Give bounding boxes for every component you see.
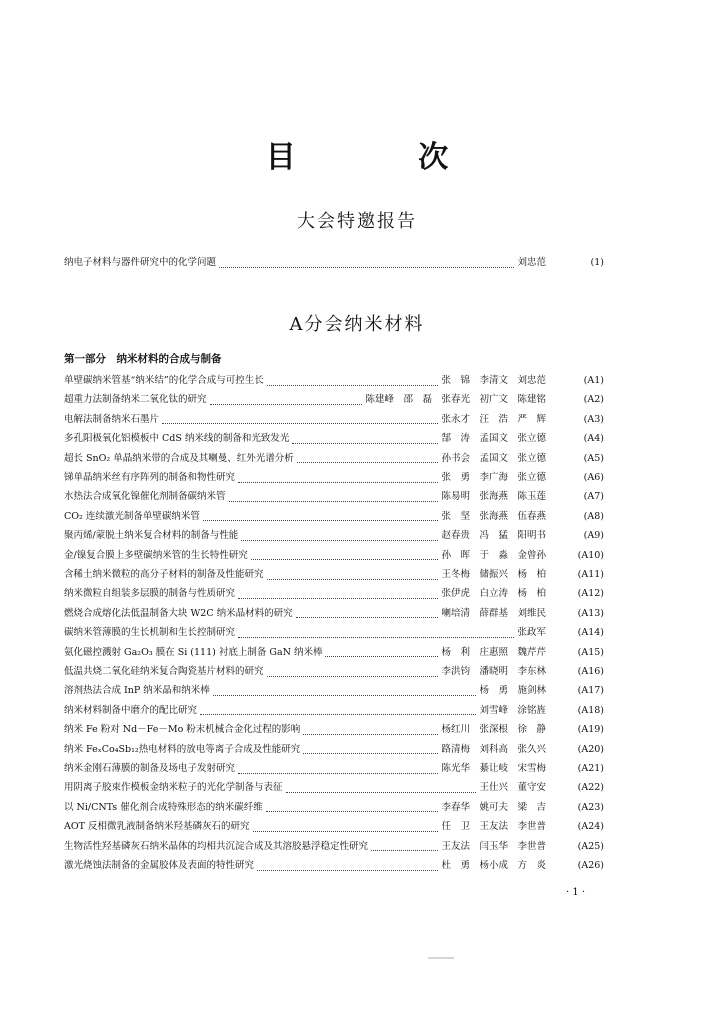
toc-entry-title: AOT 反相微乳液制备纳米羟基磷灰石的研究 [64, 821, 250, 833]
dot-leader [267, 668, 439, 677]
toc-entry-page: (A14) [577, 627, 604, 639]
toc-entry-title: 单壁碳纳米管基“纳米结”的化学合成与可控生长 [64, 375, 264, 386]
toc-entry-authors: 李洪钧 潘晓明 李东林 [441, 666, 546, 677]
toc-entry-page: (A21) [577, 763, 604, 774]
toc-entry [64, 702, 604, 720]
toc-entry-title: 氨化磁控溅射 Ga₂O₃ 膜在 Si (111) 衬底上制备 GaN 纳米棒 [64, 646, 323, 658]
toc-entry-title: 纳米 Fe 粉对 Nd－Fe－Mo 粉末机械合金化过程的影响 [64, 724, 301, 736]
toc-entry-title: 含稀土纳米微粒的高分子材料的制备及性能研究 [64, 569, 264, 580]
page-title: 目 次 [265, 140, 505, 175]
toc-entry-authors: 王仕兴 董守安 [479, 782, 546, 794]
toc-entry-authors: 陈光华 綦让岐 宋雪梅 [441, 763, 546, 774]
toc-entry-page: (A7) [583, 491, 604, 503]
toc-entry-page: (A17) [577, 685, 604, 697]
toc-entry-title: 燃烧合成熔化法低温制备大块 W2C 纳米晶材料的研究 [64, 607, 293, 619]
page-number: · 1 · [566, 887, 586, 898]
toc-entry-title: 超长 SnO₂ 单晶纳米带的合成及其喇曼、红外光谱分析 [64, 452, 294, 464]
toc-entry-page: (A20) [577, 743, 604, 755]
toc-entry-authors: 刘雪峰 涂铭旌 [479, 704, 546, 716]
toc-entry [64, 488, 604, 506]
toc-entry-title: 多孔阳极氧化铝模板中 CdS 纳米线的制备和光致发光 [64, 433, 290, 445]
toc-entry [64, 391, 604, 409]
dot-leader [251, 551, 439, 560]
toc-entry-authors: 王友法 闫玉华 李世普 [441, 840, 546, 852]
toc-entry-page: (A6) [583, 472, 604, 483]
toc-entry-title: 锑单晶纳米丝有序阵列的制备和物性研究 [64, 472, 236, 483]
toc-entry [64, 372, 604, 390]
toc-entry-authors: 任 卫 王友法 李世普 [441, 821, 546, 833]
toc-entry-authors: 杨 利 庄惠照 魏芹芹 [441, 646, 546, 658]
toc-entry-page: (A1) [583, 375, 604, 386]
dot-leader [219, 259, 514, 268]
toc-entry-authors: 孙 晖 于 淼 金曾孙 [441, 549, 546, 561]
toc-entry [64, 779, 604, 797]
toc-entry [64, 469, 604, 487]
toc-entry [64, 838, 604, 856]
dot-leader [371, 842, 438, 851]
dot-leader [297, 454, 439, 463]
dot-leader [257, 862, 438, 871]
toc-entry-page: (A19) [577, 724, 604, 736]
toc-entry-page: (A5) [583, 452, 604, 464]
dot-leader [267, 377, 439, 386]
toc-entry-authors: 路清梅 刘科高 张久兴 [441, 743, 546, 755]
toc-entry [64, 508, 604, 526]
toc-entry-title: 低温共烧二氧化硅纳米复合陶瓷基片材料的研究 [64, 666, 264, 677]
toc-entry-page: (A9) [583, 530, 604, 542]
toc-entry-title: 水热法合成氧化镍催化剂制备碳纳米管 [64, 491, 226, 503]
toc-entry-page: (A4) [583, 433, 604, 445]
part-heading: 第一部分 纳米材料的合成与制备 [64, 353, 222, 365]
toc-entry [64, 682, 604, 700]
toc-entry-page: (A25) [577, 840, 604, 852]
toc-entry-authors: 张 坚 张海燕 伍春燕 [441, 510, 546, 522]
dot-leader [238, 474, 438, 483]
dot-leader [238, 765, 438, 774]
dot-leader [241, 532, 438, 541]
toc-entry-title: 聚丙烯/蒙脱土纳米复合材料的制备与性能 [64, 530, 239, 542]
toc-entry-authors: 杨 勇 施剑林 [479, 685, 546, 697]
toc-entry-title: 纳米微粒自组装多层膜的制备与性质研究 [64, 588, 236, 600]
toc-entry-authors: 张伊虎 白立涛 杨 柏 [441, 588, 546, 600]
toc-entry-page: (A26) [577, 860, 604, 871]
toc-entry-authors: 刘忠范 [517, 257, 546, 268]
toc-entry-authors: 陈建峰 邵 磊 张春光 初广文 陈建铭 [365, 394, 546, 406]
toc-entry [64, 430, 604, 448]
dot-leader [292, 435, 438, 444]
toc-entry-page: (A16) [577, 666, 604, 677]
toc-entry-authors: 张永才 汪 浩 严 辉 [441, 413, 546, 425]
dot-leader [303, 745, 438, 754]
dot-leader [210, 396, 363, 405]
toc-entry-title: 超重力法制备纳米二氧化钛的研究 [64, 394, 207, 406]
toc-entry-page: (A23) [577, 801, 604, 813]
toc-entry [64, 450, 604, 468]
special-reports-heading: 大会特邀报告 [297, 211, 417, 232]
toc-entry [64, 741, 604, 759]
dot-leader [238, 590, 438, 599]
toc-entry-title: 金/镍复合膜上多壁碳纳米管的生长特性研究 [64, 549, 248, 561]
toc-entry-title: 碳纳米管薄膜的生长机制和生长控制研究 [64, 627, 236, 639]
scan-smudge [428, 957, 454, 959]
dot-leader [303, 726, 438, 735]
toc-entry-authors: 孙书会 孟国文 张立德 [441, 452, 546, 464]
toc-entry-page: (A15) [577, 646, 604, 658]
toc-entry-page: (A2) [583, 394, 604, 406]
toc-entry-authors: 张 锦 李清文 刘忠范 [441, 375, 546, 386]
toc-entry [64, 547, 604, 565]
toc-entry-page: (A11) [577, 569, 604, 580]
toc-entry-title: 纳电子材料与器件研究中的化学问题 [64, 257, 217, 268]
toc-entry-authors: 杜 勇 杨小成 方 炎 [441, 860, 546, 871]
toc-entry [64, 760, 604, 778]
toc-entry-page: (A18) [577, 704, 604, 716]
dot-leader [200, 706, 476, 715]
toc-entry-title: 激光烧蚀法制备的金属胶体及表面的特性研究 [64, 860, 255, 871]
toc-entry-authors: 杨红川 张深根 徐 静 [441, 724, 546, 736]
toc-entry-page: (A10) [577, 549, 604, 561]
dot-leader [286, 784, 477, 793]
toc-entry [64, 721, 604, 739]
dot-leader [267, 571, 439, 580]
toc-entry [64, 799, 604, 817]
dot-leader [238, 629, 514, 638]
toc-entry-authors: 张政军 [517, 627, 546, 639]
dot-leader [213, 687, 477, 696]
toc-entry-page: (A3) [583, 413, 604, 425]
toc-entry-authors: 陈易明 张海燕 陈玉莲 [441, 491, 546, 503]
dot-leader [253, 823, 439, 832]
toc-entry [64, 644, 604, 662]
toc-entry [64, 254, 604, 272]
dot-leader [203, 512, 439, 521]
toc-entry [64, 605, 604, 623]
toc-entry-authors: 张 勇 李广海 张立德 [441, 472, 546, 483]
toc-entry [64, 663, 604, 681]
toc-entry [64, 818, 604, 836]
dot-leader [266, 803, 439, 812]
toc-entry-authors: 李春华 姚可夫 梁 吉 [441, 801, 546, 813]
toc-entry-page: (A13) [577, 607, 604, 619]
toc-entry-title: 纳米材料制备中磨介的配比研究 [64, 704, 198, 716]
dot-leader [162, 415, 438, 424]
toc-entry-page: (A22) [577, 782, 604, 794]
toc-entry-page: (A12) [577, 588, 604, 600]
toc-entry-authors: 王冬梅 储振兴 杨 柏 [441, 569, 546, 580]
toc-entry-title: 以 Ni/CNTs 催化剂合成特殊形态的纳米碳纤维 [64, 801, 263, 813]
toc-entry [64, 566, 604, 584]
dot-leader [229, 493, 439, 502]
toc-entry [64, 411, 604, 429]
toc-entry [64, 585, 604, 603]
toc-entry [64, 527, 604, 545]
section-a-heading: A分会纳米材料 [289, 314, 425, 335]
toc-entry-page: (1) [590, 257, 604, 268]
toc-entry-page: (A24) [577, 821, 604, 833]
toc-entry-title: 电解法制备纳米石墨片 [64, 413, 160, 425]
toc-entry-title: 纳米金刚石薄膜的制备及场电子发射研究 [64, 763, 236, 774]
toc-entry [64, 857, 604, 875]
toc-entry-authors: 郜 涛 孟国文 张立德 [441, 433, 546, 445]
toc-entry-authors: 喇培清 薛群基 刘维民 [441, 607, 546, 619]
toc-entry-title: 用阴离子胶束作模板金纳米粒子的光化学制备与表征 [64, 782, 283, 794]
toc-entry-title: 溶剂热法合成 InP 纳米晶和纳米棒 [64, 685, 210, 697]
toc-entry-title: CO₂ 连续激光制备单壁碳纳米管 [64, 510, 200, 522]
toc-entry [64, 624, 604, 642]
dot-leader [296, 609, 439, 618]
toc-entry-page: (A8) [583, 510, 604, 522]
toc-entry-authors: 赵春贵 冯 猛 阳明书 [441, 530, 546, 542]
toc-entry-title: 纳米 FeₓCo₄Sb₁₂热电材料的放电等离子合成及性能研究 [64, 743, 301, 755]
dot-leader [325, 648, 438, 657]
toc-entry-title: 生物活性羟基磷灰石纳米晶体的均相共沉淀合成及其溶胶悬浮稳定性研究 [64, 840, 369, 852]
